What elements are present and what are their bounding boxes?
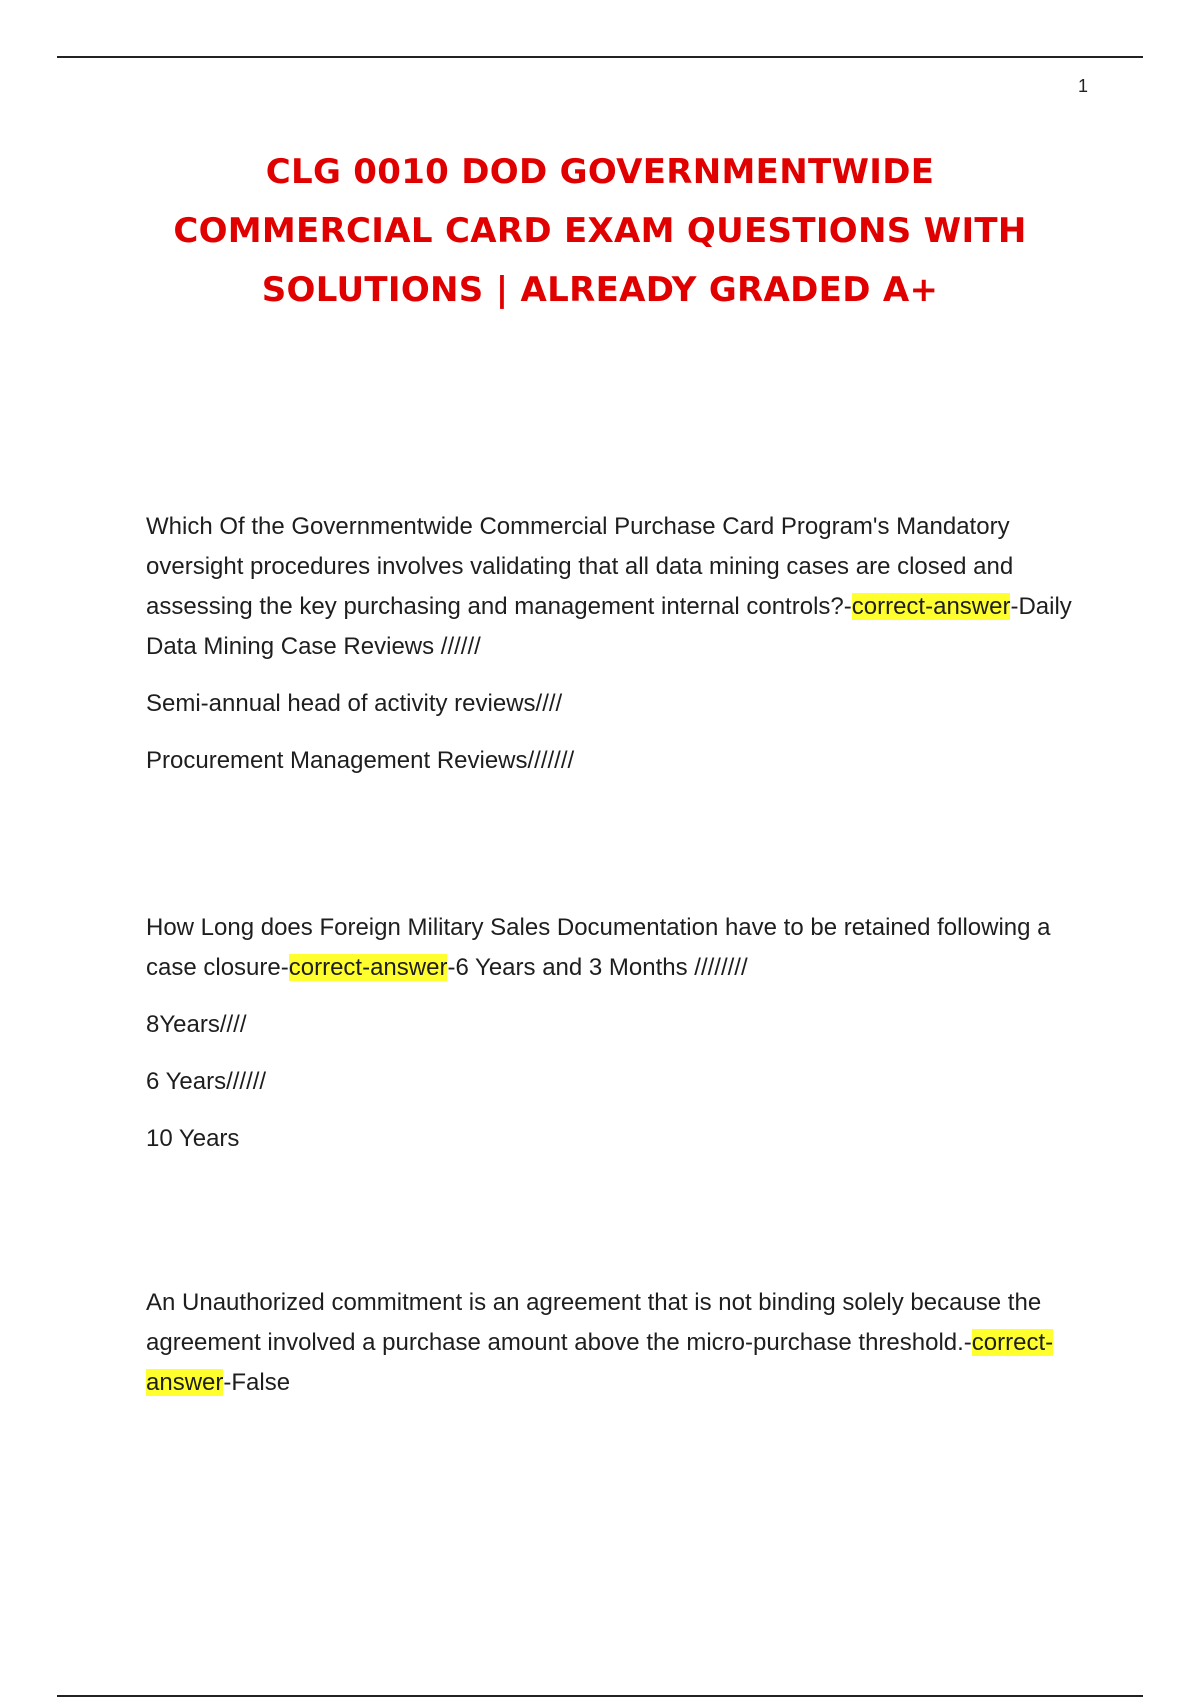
document-title — [80, 143, 1120, 320]
question-text — [146, 1283, 1086, 1403]
page-number: 1 — [1077, 76, 1088, 96]
question-block-2 — [146, 908, 1086, 1159]
answer-option: 8Years//// — [146, 1011, 247, 1038]
correct-answer-text: -Daily Data Mining Case Reviews ////// — [146, 593, 1072, 660]
correct-answer-marker: correct-answer — [288, 954, 448, 981]
question-block-3 — [146, 1283, 1086, 1403]
correct-answer-text: -6 Years and 3 Months //////// — [447, 954, 748, 981]
answer-option: Procurement Management Reviews/////// — [146, 747, 575, 774]
question-prompt: Which Of the Governmentwide Commercial Purchase Card Program's Mandatory oversight procedures involves validating that all data mining cases are closed and assessing the key purchasing and management internal controls?- — [146, 513, 1014, 620]
answer-option: 10 Years — [146, 1125, 240, 1152]
correct-answer-text: -False — [223, 1369, 291, 1396]
correct-answer-marker: correct-answer — [851, 593, 1011, 620]
answer-option: 6 Years////// — [146, 1068, 267, 1095]
title-line-1: CLG 0010 DOD GOVERNMENTWIDE — [265, 152, 935, 192]
title-line-3: SOLUTIONS | ALREADY GRADED A+ — [261, 270, 939, 310]
question-text — [146, 507, 1086, 667]
question-prompt: An Unauthorized commitment is an agreement that is not binding solely because the agreement involved a purchase amount above the micro-purchase threshold.- — [146, 1289, 1042, 1356]
header-rule — [57, 56, 1143, 58]
question-block-1 — [146, 507, 1086, 781]
correct-answer-marker: correct-answer — [146, 1329, 1054, 1396]
answer-option: Semi-annual head of activity reviews//// — [146, 690, 563, 717]
footer-rule — [57, 1695, 1143, 1697]
question-text — [146, 908, 1086, 988]
title-line-2: COMMERCIAL CARD EXAM QUESTIONS WITH — [173, 211, 1027, 251]
question-prompt: How Long does Foreign Military Sales Documentation have to be retained following a case closure- — [146, 914, 1051, 981]
